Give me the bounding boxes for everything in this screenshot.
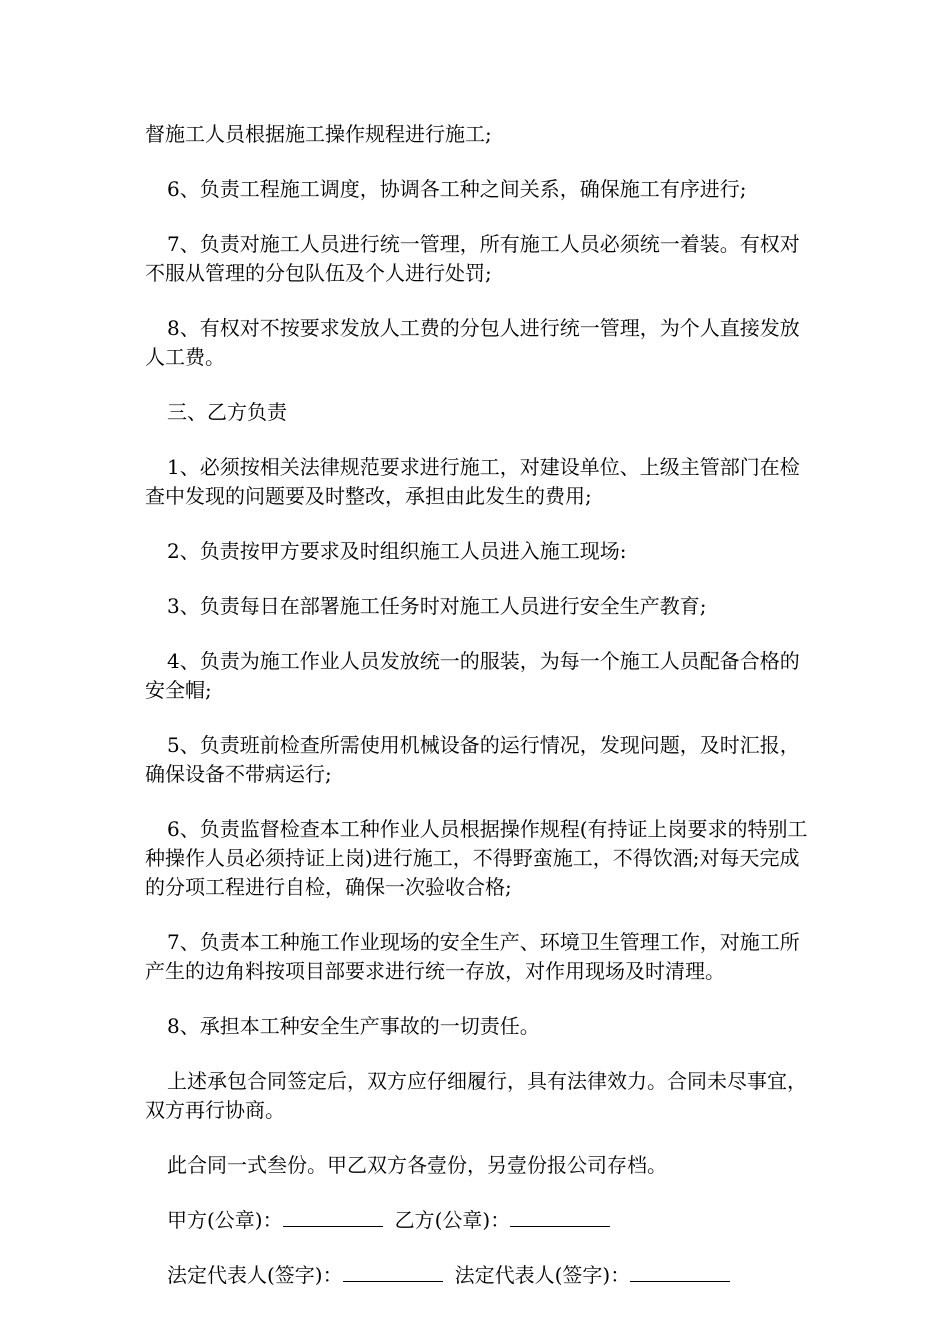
paragraph-copies: 此合同一式叁份。甲乙双方各壹份，另壹份报公司存档。 xyxy=(167,1153,667,1177)
paragraph-a8: 8、有权对不按要求发放人工费的分包人进行统一管理，为个人直接发放人工费。 xyxy=(145,316,800,369)
party-a-seal-line xyxy=(283,1208,383,1227)
representative-signature-row xyxy=(145,1261,815,1290)
paragraph-b8: 8、承担本工种安全生产事故的一切责任。 xyxy=(167,1014,540,1038)
party-b-seal-line xyxy=(510,1208,610,1227)
paragraph-b7: 7、负责本工种施工作业现场的安全生产、环境卫生管理工作，对施工所产生的边角料按项目部要求进行统一存放，对作用现场及时清理。 xyxy=(145,930,800,983)
party-a-rep-label: 法定代表人(签字)： xyxy=(167,1263,343,1287)
party-b-rep-line xyxy=(630,1263,730,1282)
paragraph-a7: 7、负责对施工人员进行统一管理，所有施工人员必须统一着装。有权对不服从管理的分包队伍及个人进行处罚; xyxy=(145,232,800,285)
paragraph-b3: 3、负责每日在部署施工任务时对施工人员进行安全生产教育; xyxy=(167,594,707,618)
party-b-seal-label: 乙方(公章)： xyxy=(394,1208,511,1232)
party-b-rep-label: 法定代表人(签字)： xyxy=(454,1263,631,1287)
paragraph-b1: 1、必须按相关法律规范要求进行施工，对建设单位、上级主管部门在检查中发现的问题要及时整改，承担由此发生的费用; xyxy=(145,455,800,508)
paragraph-a6: 6、负责工程施工调度，协调各工种之间关系，确保施工有序进行; xyxy=(167,177,747,201)
party-a-seal-label: 甲方(公章)： xyxy=(167,1208,283,1232)
paragraph-validity: 上述承包合同签定后，双方应仔细履行，具有法律效力。合同未尽事宜，双方再行协商。 xyxy=(145,1069,807,1122)
paragraph-b4: 4、负责为施工作业人员发放统一的服装，为每一个施工人员配备合格的安全帽; xyxy=(145,649,800,702)
paragraph-b6: 6、负责监督检查本工种作业人员根据操作规程(有持证上岗要求的特别工种操作人员必须持证上岗)进行施工，不得野蛮施工，不得饮酒;对每天完成的分项工程进行自检，确保一次验收合格; xyxy=(145,817,808,899)
document-page xyxy=(145,120,815,1316)
paragraph-b5: 5、负责班前检查所需使用机械设备的运行情况，发现问题，及时汇报，确保设备不带病运行; xyxy=(145,733,800,786)
paragraph-continuation: 督施工人员根据施工操作规程进行施工; xyxy=(145,122,492,146)
paragraph-b2: 2、负责按甲方要求及时组织施工人员进入施工现场: xyxy=(167,539,627,563)
party-a-rep-line xyxy=(343,1263,443,1282)
section-heading-party-b: 三、乙方负责 xyxy=(167,400,287,424)
seal-signature-row xyxy=(145,1206,815,1235)
